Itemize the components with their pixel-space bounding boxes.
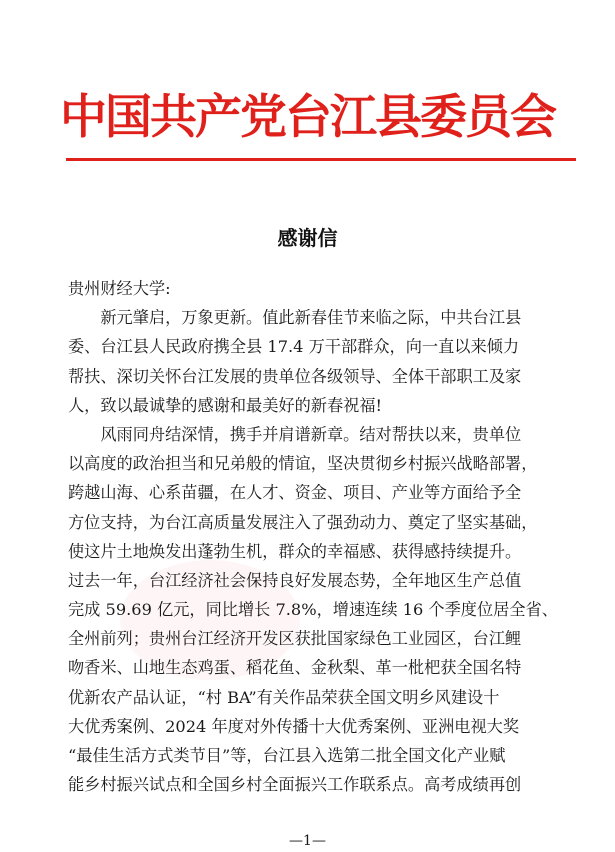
letterhead: 中国共产党台江县委员会	[60, 90, 555, 145]
page-number: —1—	[289, 833, 326, 849]
body-line: 跨越山海、心系苗疆，在人才、资金、项目、产业等方面给予全	[68, 483, 522, 503]
body-line: 全州前列；贵州台江经济开发区获批国家绿色工业园区，台江鲤	[68, 629, 522, 649]
body-line: 完成 59.69 亿元，同比增长 7.8%，增速连续 16 个季度位居全省、	[68, 600, 558, 620]
body-line: 能乡村振兴试点和全国乡村全面振兴工作联系点。高考成绩再创	[68, 775, 522, 795]
body-line: 风雨同舟结深情，携手并肩谱新章。结对帮扶以来，贵单位	[68, 424, 522, 444]
body-line: 过去一年，台江经济社会保持良好发展态势，全年地区生产总值	[68, 570, 522, 590]
letter-body	[68, 274, 588, 799]
body-line: 吻香米、山地生态鸡蛋、稻花鱼、金秋梨、革一枇杷获全国名特	[68, 658, 522, 678]
body-line: “最佳生活方式类节目”等，台江县入选第二批全国文化产业赋	[68, 746, 506, 765]
body-line: 使这片土地焕发出蓬勃生机，群众的幸福感、获得感持续提升。	[68, 541, 522, 561]
red-divider-line	[66, 158, 576, 161]
body-line: 优新农产品认证，“村 BA”有关作品荣获全国文明乡风建设十	[68, 687, 500, 707]
body-line: 人，致以最诚挚的感谢和最美好的新春祝福!	[68, 395, 383, 415]
body-line: 大优秀案例、2024 年度对外传播十大优秀案例、亚洲电视大奖	[68, 716, 520, 736]
salutation: 贵州财经大学:	[68, 279, 171, 298]
body-line: 方位支持，为台江高质量发展注入了强劲动力、奠定了坚实基础，	[68, 512, 538, 532]
body-line: 以高度的政治担当和兄弟般的情谊，坚决贯彻乡村振兴战略部署，	[68, 454, 538, 474]
body-line: 委、台江县人民政府携全县 17.4 万干部群众，向一直以来倾力	[68, 337, 520, 357]
document-title: 感谢信	[277, 226, 338, 250]
body-line: 新元肇启，万象更新。值此新春佳节来临之际，中共台江县	[68, 308, 522, 328]
body-line: 帮扶、深切关怀台江发展的贵单位各级领导、全体干部职工及家	[68, 366, 522, 386]
